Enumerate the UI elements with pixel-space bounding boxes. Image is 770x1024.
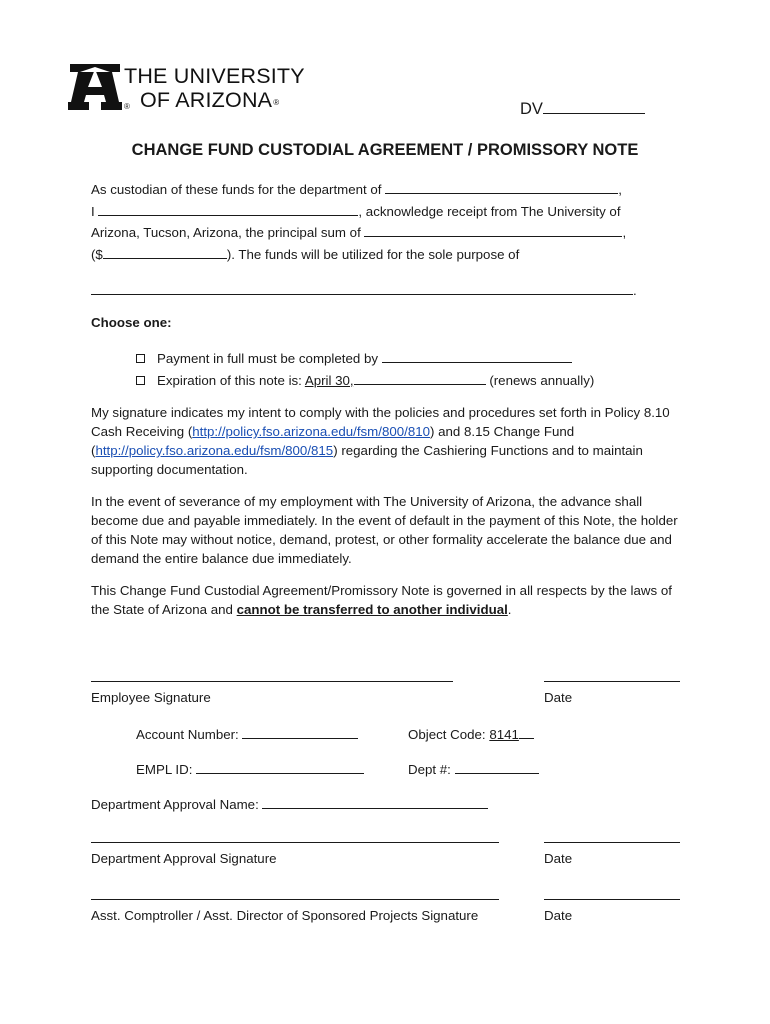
empl-id-label: EMPL ID:: [136, 762, 193, 777]
empl-id-field[interactable]: [136, 758, 364, 779]
object-code-field: [408, 723, 534, 744]
intro-line4-start: ($: [91, 247, 103, 262]
dept-approval-name-label: Department Approval Name:: [91, 797, 259, 812]
intro-line3-text: Arizona, Tucson, Arizona, the principal sum of: [91, 225, 361, 240]
comptroller-signature-label: Asst. Comptroller / Asst. Director of Sponsored Projects Signature: [91, 908, 479, 923]
policy-text-2: ) and 8.15 Change Fund (: [91, 424, 575, 458]
employee-date-line[interactable]: [544, 681, 680, 682]
expiration-year-blank[interactable]: [354, 369, 486, 385]
empl-id-blank[interactable]: [196, 758, 364, 774]
policy-text-3: ) regarding the Cashiering Functions and to maintain supporting documentation.: [91, 443, 643, 477]
account-number-label: Account Number:: [136, 727, 239, 742]
intro-line-5: [91, 279, 637, 300]
payment-date-blank[interactable]: [382, 347, 572, 363]
object-code-blank: [519, 723, 534, 739]
object-code-value: 8141: [489, 727, 519, 742]
purpose-blank[interactable]: [91, 279, 633, 295]
university-a-logo-icon: [68, 62, 122, 112]
logo-line2: OF ARIZONA®: [140, 88, 280, 112]
intro-line4-text: ). The funds will be utilized for the sole purpose of: [226, 247, 520, 262]
option-payment-label: Payment in full must be completed by: [157, 351, 378, 366]
logo-registered-mark: ®: [273, 98, 280, 107]
intro-line3-end: ,: [622, 225, 627, 240]
dept-label: Dept #:: [408, 762, 451, 777]
logo-line1: THE UNIVERSITY: [124, 64, 305, 88]
expiration-date: April 30,: [304, 373, 354, 388]
account-number-field[interactable]: [136, 723, 358, 744]
dept-approval-name-blank[interactable]: [262, 793, 488, 809]
option-expiration-label: Expiration of this note is:: [157, 373, 302, 388]
expiration-suffix: (renews annually): [489, 373, 595, 388]
governed-paragraph: [91, 581, 691, 619]
comptroller-signature-line[interactable]: [91, 899, 499, 900]
dept-approval-signature-line[interactable]: [91, 842, 499, 843]
intro-line-3: [91, 221, 626, 242]
dept-blank[interactable]: [455, 758, 539, 774]
dept-approval-name-field[interactable]: [91, 793, 488, 814]
intro-line1-end: ,: [618, 182, 622, 197]
intro-line-2: [91, 200, 621, 221]
not-transferable-text: cannot be transferred to another individual: [236, 602, 508, 617]
intro-line5-end: .: [633, 283, 637, 298]
department-blank[interactable]: [385, 178, 618, 194]
checkbox-payment-in-full[interactable]: [136, 354, 145, 363]
policy-paragraph: [91, 403, 691, 479]
intro-line1-text: As custodian of these funds for the department of: [91, 182, 382, 197]
option-payment-in-full[interactable]: [136, 347, 572, 368]
employee-signature-line[interactable]: [91, 681, 453, 682]
intro-line2-start: I: [91, 204, 95, 219]
logo-registered-mark-a: ®: [124, 102, 130, 111]
amount-blank[interactable]: [103, 243, 227, 259]
policy-text-1: My signature indicates my intent to comply with the policies and procedures set forth in Policy 8.10 Cash Receiving (: [91, 405, 670, 439]
intro-line2-text: , acknowledge receipt from The University of: [358, 204, 621, 219]
dept-field[interactable]: [408, 758, 539, 779]
comptroller-date-line[interactable]: [544, 899, 680, 900]
document-title: CHANGE FUND CUSTODIAL AGREEMENT / PROMISSORY NOTE: [131, 141, 639, 159]
dept-approval-date-line[interactable]: [544, 842, 680, 843]
governed-end: .: [507, 602, 512, 617]
governed-text: This Change Fund Custodial Agreement/Promissory Note is governed in all respects by the laws of the State of Arizona and: [91, 583, 672, 617]
dept-approval-date-label: Date: [544, 851, 573, 866]
dv-label: DV: [520, 100, 543, 118]
policy-815-link[interactable]: http://policy.fso.arizona.edu/fsm/800/815: [95, 443, 334, 458]
account-number-blank[interactable]: [242, 723, 358, 739]
severance-paragraph: In the event of severance of my employment with The University of Arizona, the advance shall become due and payable immediately. In the event of default in the payment of this Note, the holder of this Note may without notice, demand, protest, or other formality accelerate the balance due and demand the entire balance due immediately.: [91, 494, 678, 566]
comptroller-date-label: Date: [544, 908, 573, 923]
object-code-label: Object Code:: [408, 727, 486, 742]
policy-810-link[interactable]: http://policy.fso.arizona.edu/fsm/800/810: [192, 424, 431, 439]
option-expiration[interactable]: [136, 369, 594, 390]
intro-line-4: [91, 243, 519, 264]
employee-date-label: Date: [544, 690, 573, 705]
dv-blank[interactable]: [543, 98, 645, 114]
dept-approval-signature-label: Department Approval Signature: [91, 851, 277, 866]
choose-one-label: Choose one:: [91, 315, 172, 330]
principal-sum-blank[interactable]: [364, 221, 622, 237]
employee-signature-label: Employee Signature: [91, 690, 211, 705]
intro-line-1: [91, 178, 622, 199]
dv-field[interactable]: [520, 98, 645, 119]
custodian-name-blank[interactable]: [98, 200, 358, 216]
checkbox-expiration[interactable]: [136, 376, 145, 385]
